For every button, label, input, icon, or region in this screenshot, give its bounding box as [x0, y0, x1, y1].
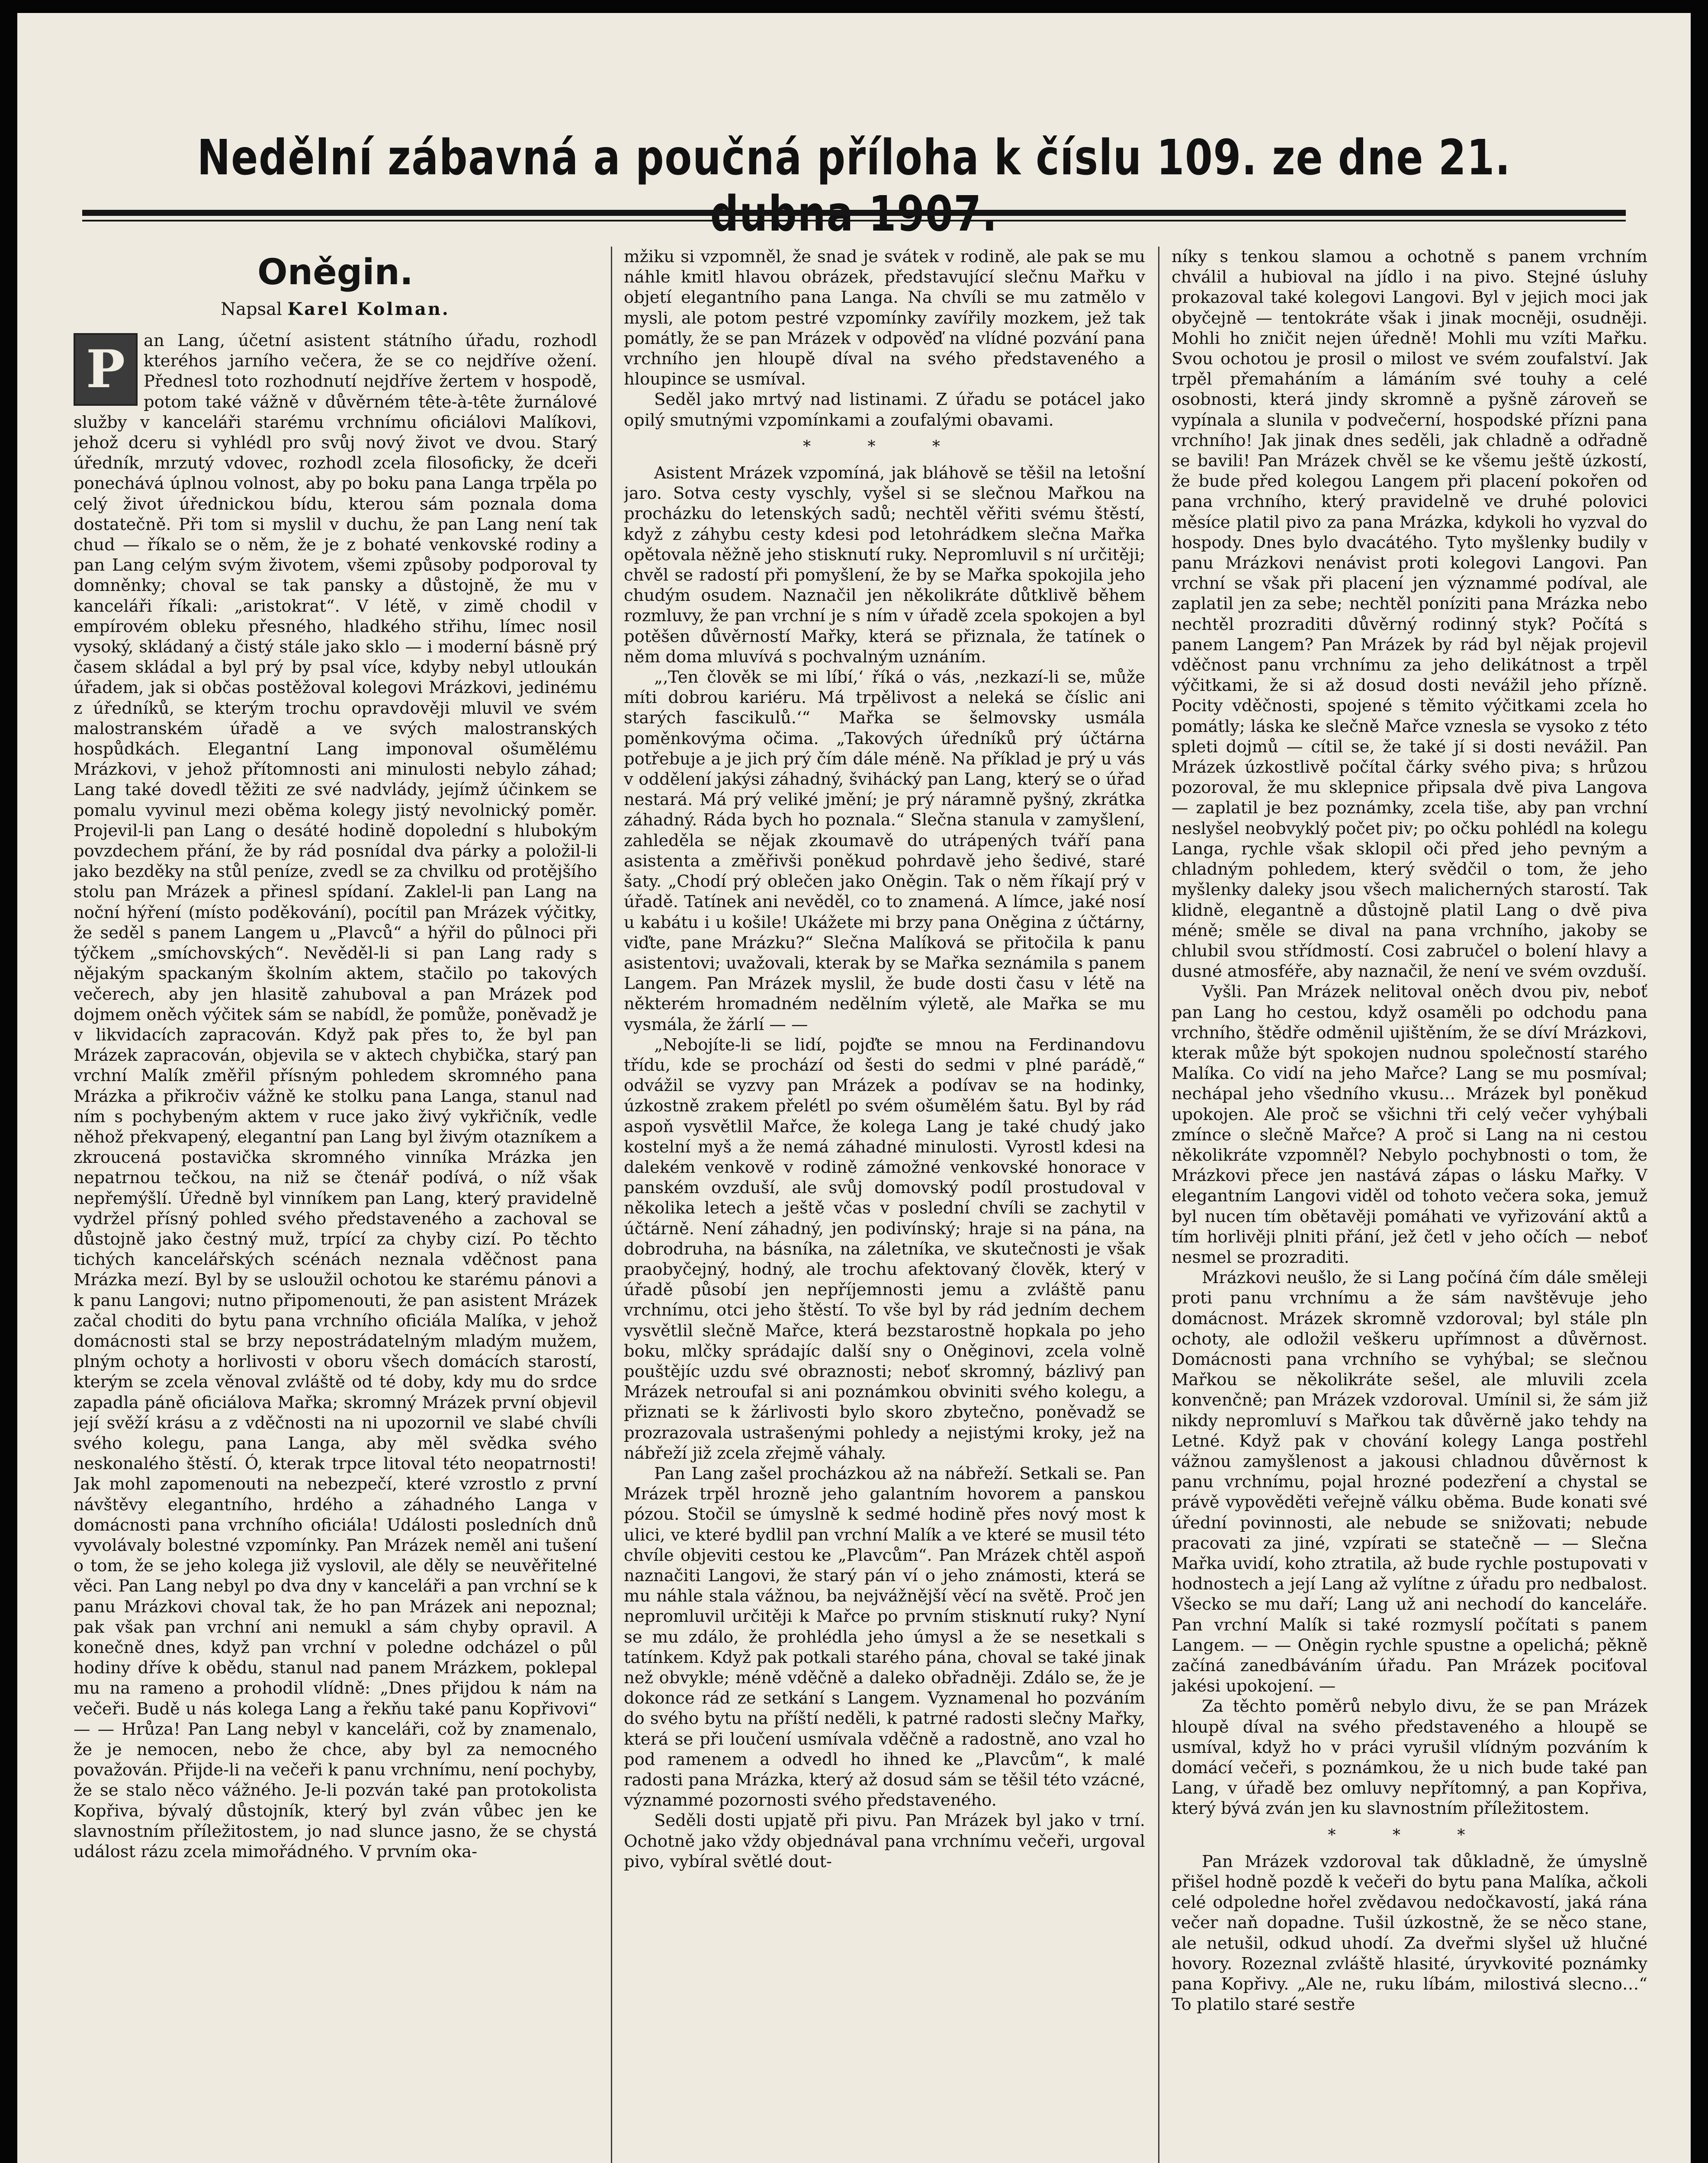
paragraph: Seděli dosti upjatě při pivu. Pan Mrázek byl jako v trní. Ochotně jako vždy objednával pana vrchnímu večeři, urgoval pivo, vybíral světlé dout- — [624, 1811, 1145, 1871]
section-separator: * * * — [1328, 1826, 1491, 1844]
paragraph: Mrázkovi neušlo, že si Lang počíná čím dále směleji proti panu vrchnímu a že sám navštěvuje jeho domácnost. Mrázek skromně vzdoroval; byl stále pln ochoty, ale odložil veškeru upřímnost a důvěrnost. Domácnosti pana vrchního se vyhýbal; se slečnou Mařkou se několikráte sešel, ale mluvili zcela konvenčně; pan Mrázek vzdoroval. Umínil si, že sám již nikdy nepromluví s Mařkou tak důvěrně jako tehdy na Letné. Když pak v chování kolegy Langa postřehl vážnou zamyšlenost a jakousi chladnou důvěrnost k panu vrchnímu, pojal hrozné podezření a chystal se právě vypověděti veřejně válku oběma. Bude konati své úřední povinnosti, ale nebude se snižovati; nebude pracovati za jiné, vzpírati se statečně — — Slečna Mařka uvidí, koho ztratila, až bude rychle postupovati v hodnostech a její Lang až vylítne z úřadu pro nedbalost. Všecko se mu daří; Lang už ani nechodí do kanceláře. Pan vrchní Malík si také rozmyslí počítati s panem Langem. — — Oněgin rychle spustne a opelichá; pěkně začíná zanedbáváním úřadu. Pan Mrázek pociťoval jakési upokojení. — — [1172, 1268, 1647, 1696]
newspaper-page — [17, 13, 1691, 2163]
paragraph: an Lang, účetní asistent státního úřadu, rozhodl kteréhos jarního večera, že se co nejdříve ožení. Přednesl toto rozhodnutí nejdříve žertem v hospodě, potom také vážně v důvěrném tête-à-tête žurnálové služby v kanceláři starému vrchnímu oficiálovi Malíkovi, jehož dceru si vyhlédl pro svůj nový život ve dvou. Starý úředník, mrzutý vdovec, rozhodl zcela filosoficky, že dceři ponechává úplnou volnost, aby po boku pana Langa trpěla po celý život úřednickou bídu, kterou sám poznala doma dostatečně. Při tom si myslil v duchu, že pan Lang není tak chud — říkalo se o něm, že je z bohaté venkovské rodiny a pan Lang celým svým životem, všemi způsoby podporoval ty domněnky; choval se tak pansky a důstojně, že mu v kanceláři říkali: „aristokrat“. V létě, v zimě chodil v empírovém obleku přesného, hladkého střihu, límec nosil vysoký, skládaný a čistý stále jako sklo — i moderní básně prý časem skládal a byl prý by psal více, kdyby nebyl utloukán úřadem, jak si občas postěžoval kolegovi Mrázkovi, jedinému z úředníků, se kterým trochu opravdověji mluvil ve svém malostranském úřadě a ve svých malostranských hospůdkách. Elegantní Lang imponoval ošumělému Mrázkovi, v jehož přítomnosti ani minulosti nebylo záhad; Lang také dovedl těžiti ze své nadvlády, jejímž účinkem se pomalu vyvinul mezi oběma kolegy jistý nevolnický poměr. Projevil-li pan Lang o desáté hodině dopolední s hlubokým povzdechem přání, že by rád posnídal dva párky a položil-li jako bezděky na stůl peníze, zvedl se za chvilku od protějšího stolu pan Mrázek a přinesl spídaní. Zaklel-li pan Lang na noční hýření (místo poděkování), pocítil pan Mrázek výčitky, že seděl s panem Langem u „Plavců“ a hýřil do půlnoci při týčkem „smíchovských“. Nevěděl-li si pan Lang rady s nějakým spackaným školním aktem, stačilo po takových večerech, aby jen hlasitě zahuboval a pan Mrázek pod dojmem oněch výčitek sám se nabídl, že pomůže, poněvadž je v likvidacích zapracován. Když pak přes to, že byl pan Mrázek zapracován, objevila se v aktech chybička, starý pan vrchní Malík změřil přísným pohledem skromného pana Mrázka a přikročiv vážně ke stolku pana Langa, stanul nad ním s pochybeným aktem v ruce jako živý vykřičník, vedle něhož překvapený, elegantní pan Lang byl živým otazníkem a zkroucená postavička skromného vinníka Mrázka jen nepatrnou tečkou, na niž se čtenář podívá, o níž však nepřemýšlí. Úředně byl vinníkem pan Lang, který pravidelně vydržel přísný pohled svého představeného a zachoval se důstojně jako čestný muž, trpící za chyby cizí. Po těchto tichých kancelářských scénách neznala vděčnost pana Mrázka mezí. Byl by se usloužil ochotou ke starému pánovi a k panu Langovi; nutno připomenouti, že pan asistent Mrázek začal choditi do bytu pana vrchního oficiála Malíka, v jehož domácnosti stal se brzy nepostrádatelným mladým mužem, plným ochoty a horlivosti v oboru všech domácích starostí, kterým se zcela věnoval zvláště od té doby, kdy mu do srdce zapadla páně oficiálova Mařka; skromný Mrázek první objevil její svěží krásu a z vděčnosti na ni upozornil ve slabé chvíli svého kolegu, pana Langa, aby měl svědka svého neskonalého štěstí. Ó, kterak trpce litoval této neopatrnosti! Jak mohl zapomenouti na nebezpečí, které vzrostlo z první návštěvy elegantního, hrdého a záhadného Langa v domácnosti pana vrchního oficiála! Události posledních dnů vyvolávaly bolestné vzpomínky. Pan Mrázek neměl ani tušení o tom, že se jeho kolega již vyslovil, ale děly se neuvěřitelné věci. Pan Lang nebyl po dva dny v kanceláři a pan vrchní se k panu Mrázkovi choval tak, že ho pan Mrázek ani nepoznal; pak však pan vrchní ani nemukl a sám chyby opravil. A konečně dnes, když pan vrchní v poledne odcházel o půl hodiny dříve k obědu, stanul nad panem Mrázkem, poklepal mu na rameno a prohodil vlídně: „Dnes přijdou k nám na večeři. Budě u nás kolega Lang a řekňu také panu Kopřivovi“ — — Hrůza! Pan Lang nebyl v kanceláři, což by znamenalo, že je nemocen, nebo že chce, aby byl za nemocného považován. Přijde-li na večeři k panu vrchnímu, není pochyby, že se stalo něco vážného. Je-li pozván také pan protokolista Kopřiva, bývalý důstojník, který byl zván vůbec jen ke slavnostním příležitostem, jo nad slunce jasno, že se chystá událost rázu zcela mimořádného. V prvním oka- — [74, 331, 597, 1862]
paragraph: Pan Mrázek vzdoroval tak důkladně, že úmyslně přišel hodně pozdě k večeři do bytu pana Malíka, ačkoli celé odpoledne hořel zvědavou nedočkavostí, jaká rána večer naň dopadne. Tušil úzkostně, že se něco stane, ale netušil, odkud uhodí. Za dveřmi slyšel už hlučné hovory. Rozeznal zvláště hlasité, úryvkovité poznámky pana Kopřivy. „Ale ne, ruku líbám, milostivá slecno…“ To platilo staré sestře — [1172, 1852, 1647, 2015]
article-title: Oněgin. — [257, 252, 414, 293]
article-column-3 — [1172, 247, 1647, 2163]
masthead-rule-thin — [82, 220, 1626, 221]
paragraph: Pan Lang zašel procházkou až na nábřeží. Setkali se. Pan Mrázek trpěl hrozně jeho galantním hovorem a panskou pózou. Stočil se úmyslně k sedmé hodině přes nový most k ulici, ve které bydlil pan vrchní Malík a ve které se musil této chvíle objeviti cestou ke „Plavcům“. Pan Mrázek chtěl aspoň naznačiti Langovi, že starý pán ví o jeho známosti, která se mu náhle stala vážnou, ba nejvážnější věcí na světě. Proč jen nepromluvil určitěji k Mařce po prvním stisknutí ruky? Nyní se mu zdálo, že prohlédla jeho úmysl a že se nesetkali s tatínkem. Když pak potkali starého pána, choval se také jinak než obvykle; méně vděčně a daleko obřadněji. Zdálo se, že je dokonce rád ze setkání s Langem. Vyznamenal ho pozváním do svého bytu na příští neděli, k patrné radosti slečny Mařky, která se při loučení usmívala vděčně a radostně, ano vzal ho pod ramenem a odvedl ho ihned ke „Plavcům“, k malé radosti pana Mrázka, který až dosud sám se těšil této vzácné, význammé pozornosti svého představeného. — [624, 1463, 1145, 1810]
paragraph: mžiku si vzpomněl, že snad je svátek v rodině, ale pak se mu náhle kmitl hlavou obrázek, představující slečnu Mařku v objetí elegantního pana Langa. Na chvíli se mu zatmělo v mysli, ale potom pestré vzpomínky zavířily mozkem, jež tak pomátly, že se pan Mrázek v odpověď na vlídné pozvání pana vrchního jen hloupě díval na svého představeného a hloupince se usmíval. — [624, 247, 1145, 389]
column-divider — [1158, 247, 1159, 2163]
masthead: Nedělní zábavná a poučná příloha k číslu 109. ze dne 21. — [197, 130, 1511, 186]
article-byline — [74, 294, 597, 324]
drop-cap: P — [74, 333, 138, 406]
paragraph: Za těchto poměrů nebylo divu, že se pan Mrázek hloupě díval na svého představeného a hloupě se usmíval, když ho v práci vyrušil vlídným pozváním k domácí večeři, s poznámkou, že u nich bude také pan Lang, v úřadě bez omluvy nepřítomný, a pan Kopřiva, který bývá zván jen ku slavnostním příležitostem. — [1172, 1697, 1647, 1819]
article-author: Karel Kolman. — [287, 299, 450, 319]
paragraph: Seděl jako mrtvý nad listinami. Z úřadu se potácel jako opilý smutnými vzpomínkami a zoufalými obavami. — [624, 390, 1145, 430]
article-column-2 — [624, 247, 1145, 2163]
paragraph: níky s tenkou slamou a ochotně s panem vrchním chválil a hubioval na jídlo i na pivo. Stejné úsluhy prokazoval také kolegovi Langovi. Byl v jejich moci jak obyčejně — tentokráte však i jinak mocněji, osudněji. Mohli ho zničit nejen úředně! Mohli mu vzíti Mařku. Svou ochotou je prosil o milost ve svém zoufalství. Jak trpěl přemaháním a lámáním své touhy a celé osobnosti, která jindy skromně a pyšně zároveň se vypínala a slunila v podvečerní, hospodské přízni pana vrchního! Jak jinak dnes seděli, jak chladně a odřadně se bavili! Pan Mrázek chvěl se ke všemu ještě úzkostí, že bude před kolegou Langem při placení pokořen od pana vrchního, který pravidelně ve druhé polovici měsíce platil pivo za pana Mrázka, kdykoli ho vyzval do hospody. Dnes bylo dvacátého. Tyto myšlenky budily v panu Mrázkovi nenávist proti kolegovi Langovi. Pan vrchní se však při placení jen význammé podíval, ale zaplatil jen za sebe; nechtěl poníziti pana Mrázka nebo nechtěl prozraditi důvěrný rodinný styk? Počítá s panem Langem? Pan Mrázek by rád byl nějak projevil vděčnost panu vrchnímu za jeho delikátnost a trpěl výčitkami, že si až dosud dosti nevážil jeho přízně. Pocity vděčnosti, spojené s těmito výčitkami zcela ho pomátly; láska ke slečně Mařce vznesla se vysoko z této spleti dojmů — cítil se, že také jí si dosti nevážil. Pan Mrázek úzkostlivě počítal čárky svého piva; s hrůzou pozoroval, že mu sklepnice připsala dvě piva Langova — zaplatil je bez poznámky, zcela tiše, aby pan vrchní neslyšel neobvyklý počet piv; po očku pohlédl na kolegu Langa, rychle však sklopil oči před jeho pevným a chladným pohledem, který svědčil o tom, že jeho myšlenky daleky jsou všech malicherných starostí. Tak klidně, elegantně a důstojně platil Lang o dvě piva méně; směle se dival na pana vrchního, jakoby se chlubil svou střídmostí. Cosi zabručel o bolení hlavy a dusné atmosféře, aby naznačil, že není ve svém ovzduší. — [1172, 247, 1647, 982]
byline-prefix: Napsal — [221, 299, 282, 319]
paragraph: „‚Ten člověk se mi líbí,‘ říká o vás, ‚nezkazí-li se, může míti dobrou kariéru. Má trpělivost a neleká se číslic ani starých fascikulů.‘“ Mařka se šelmovsky usmála poměnkovýma očima. „Takových úředníků prý účtárna potřebuje a je jich prý čím dále méně. Na příklad je prý u vás v oddělení jakýsi záhadný, švihácký pan Lang, který se o úřad nestará. Má prý veliké jmění; je prý náramně pyšný, zkrátka záhadný. Ráda bych ho poznala.“ Slečna stanula v zamyšlení, zahleděla se nějak zkoumavě do utrápených tváří pana asistenta a změřivši poněkud pohrdavě jeho šedivé, staré šaty. „Chodí prý oblečen jako Oněgin. Tak o něm říkají prý v úřadě. Tatínek ani nevěděl, co to znamená. A límce, jaké nosí u kabátu i u košile! Ukážete mi brzy pana Oněgina z účtárny, viďte, pane Mrázku?“ Slečna Malíková se přitočila k panu asistentovi; uvažovali, kterak by se Mařka seznámila s panem Langem. Pan Mrázek myslil, že bude dosti času v létě na některém hromadném nedělním výletě, ale Mařka se mu vysmála, že žárlí — — — [624, 668, 1145, 1034]
masthead-rule — [82, 210, 1626, 216]
column-divider — [611, 247, 612, 2163]
paragraph: Vyšli. Pan Mrázek nelitoval oněch dvou piv, neboť pan Lang ho cestou, když osaměli po odchodu pana vrchního, štědře odměnil ujištěním, že se díví Mrázkovi, kterak může být spokojen nudnou společností starého Malíka. Co vidí na jeho Mařce? Lang se mu posmíval; nechápal jeho všedního vkusu… Mrázek byl poněkud upokojen. Ale proč se všichni tři celý večer vyhýbali zmínce o slečně Mařce? A proč si Lang na ni cestou několikráte vzpomněl? Nebylo pochybnosti o tom, že Mrázkovi přece jen nastává zápas o lásku Mařky. V elegantním Langovi viděl od tohoto večera soka, jemuž byl nucen tím obětavěji pomáhati ve vyřizování aktů a tím horlivěji plniti přání, jež četl v jeho očích — neboť nesmel se prozraditi. — [1172, 982, 1647, 1267]
paragraph: Asistent Mrázek vzpomíná, jak bláhově se těšil na letošní jaro. Sotva cesty vyschly, vyšel si se slečnou Mařkou na procházku do letenských sadů; nechtěl věřiti svému štěstí, když z záhybu cesty kdesi pod letohrádkem slečna Mařka opětovala něžně jeho stisknutí ruky. Nepromluvil s ní určitěji; chvěl se radostí při pomyšlení, že by se Mařka spokojila jeho chudým osudem. Naznačil jen několikráte důtklivě během rozmluvy, že pan vrchní je s ním v úřadě zcela spokojen a byl potěšen důvěrností Mařky, která se přiznala, že tatínek o něm doma mluvívá s pochvalným uznáním. — [624, 463, 1145, 667]
section-separator: * * * — [803, 437, 966, 456]
article-column-1 — [74, 242, 597, 2163]
paragraph: „Nebojíte-li se lidí, pojďte se mnou na Ferdinandovu třídu, kde se prochází od šesti do sedmi v plné parádě,“ odvážil se vyzvy pan Mrázek a podívav se na hodinky, úzkostně zrakem přelétl po svém ošumělém šatu. Byl by rád aspoň vysvětlil Mařce, že kolega Lang je také chudý jako kostelní myš a že nemá záhadné minulosti. Vyrostl kdesi na dalekém venkově v rodině zámožné venkovské honorace v panském ovzduší, ale svůj domovský podíl prostudoval v několika letech a ještě včas v poslední chvíli se zachytil v účtárně. Není záhadný, jen podivínský; hraje si na pána, na dobrodruha, na básníka, na záletníka, ve skutečnosti je však praobyčejný, hodný, ale trochu afektovaný člověk, který v úřadě působí jen nepříjemnosti jemu a zvláště panu vrchnímu, otci jeho štěstí. To vše byl by rád jedním dechem vysvětlil slečně Mařce, která bezstarostně hopkala po jeho boku, mlčky sprádajíc další sny o Oněginovi, zcela volně pouštějíc uzdu své obraznosti; neboť skromný, bázlivý pan Mrázek netroufal si ani poznámkou obviniti svého kolegu, a přiznati se k žárlivosti bylo skoro zbytečno, poněvadž se prozrazovala ustrašenými pohledy a nejistými kroky, jež na nábřeží již zcela zřejmě váhaly. — [624, 1035, 1145, 1463]
